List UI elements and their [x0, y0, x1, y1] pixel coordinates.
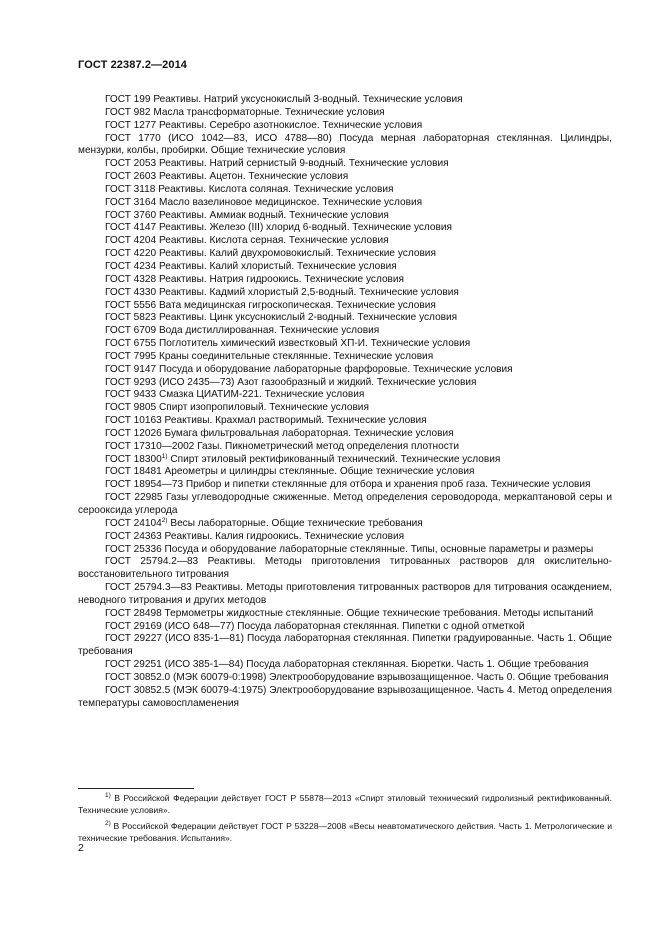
reference-code: ГОСТ 25794.2—83: [105, 556, 199, 568]
reference-item: [78, 235, 612, 248]
reference-code: ГОСТ 9293: [105, 376, 157, 388]
reference-item: [78, 531, 612, 544]
reference-code: ГОСТ 4220: [105, 248, 157, 260]
reference-item: [78, 261, 612, 274]
reference-item: [78, 325, 612, 338]
reference-text: Смазка ЦИАТИМ-221. Технические условия: [156, 389, 365, 401]
footnote: [78, 820, 612, 844]
reference-code: ГОСТ 3118: [105, 183, 156, 195]
reference-item: [78, 274, 612, 287]
footnote: [78, 792, 612, 816]
reference-text: Краны соединительные стеклянные. Технические условия: [156, 350, 434, 362]
reference-code: ГОСТ 4234: [105, 260, 157, 272]
reference-code: ГОСТ 6755: [105, 338, 157, 350]
reference-item: [78, 300, 612, 313]
reference-text: Реактивы. Натрий уксуснокислый 3-водный. Технические условия: [150, 94, 463, 105]
reference-item: [78, 197, 612, 210]
reference-code: ГОСТ 28498: [105, 607, 162, 619]
reference-code: ГОСТ 24104: [105, 517, 162, 529]
reference-code: ГОСТ 24363: [105, 530, 162, 542]
reference-item: [78, 351, 612, 364]
reference-item: [78, 672, 612, 685]
reference-text: Реактивы. Серебро азотнокислое. Технические условия: [156, 119, 423, 131]
page-number: 2: [78, 842, 84, 854]
reference-code: ГОСТ 7995: [105, 350, 157, 362]
reference-text: Реактивы. Натрий сернистый 9-водный. Технические условия: [156, 158, 449, 170]
reference-text: (ИСО 835-1—81) Посуда лабораторная стеклянная. Пипетки градуированные. Часть 1. Общие требования: [78, 633, 612, 658]
reference-code: ГОСТ 9147: [105, 363, 157, 375]
reference-code: ГОСТ 5556: [105, 299, 157, 311]
reference-code: ГОСТ 4204: [105, 235, 157, 247]
reference-item: [78, 133, 612, 159]
reference-text: Прибор и пипетки стеклянные для отбора и хранения проб газа. Технические условия: [183, 479, 591, 491]
reference-text: Реактивы. Кислота соляная. Технические условия: [155, 183, 394, 195]
reference-item: [78, 364, 612, 377]
reference-text: Вода дистиллированная. Технические условия: [156, 325, 380, 337]
reference-code: ГОСТ 25794.3—83: [105, 582, 192, 594]
reference-code: ГОСТ 6709: [105, 325, 157, 337]
reference-item: [78, 120, 612, 133]
reference-item: [78, 210, 612, 223]
reference-code: ГОСТ 3164: [105, 196, 157, 208]
reference-text: Реактивы. Цинк уксуснокислый 2-водный. Технические условия: [156, 312, 458, 324]
footnote-divider: [78, 788, 194, 789]
reference-item: [78, 338, 612, 351]
reference-item: [78, 312, 612, 325]
reference-text: (ИСО 2435—73) Азот газообразный и жидкий. Технические условия: [156, 376, 477, 388]
reference-code: ГОСТ 3760: [105, 209, 157, 221]
reference-item: [78, 454, 612, 467]
page-header: ГОСТ 22387.2—2014: [78, 59, 188, 71]
reference-item: [78, 608, 612, 621]
reference-item: [78, 544, 612, 557]
reference-text: Масло вазелиновое медицинское. Технические условия: [156, 196, 423, 208]
reference-item: [78, 582, 612, 608]
reference-code: ГОСТ 12026: [105, 427, 162, 439]
footnote-mark: 1): [105, 792, 111, 799]
reference-text: Газы. Пикнометрический метод определения плотности: [194, 440, 460, 452]
reference-text: Газы углеводородные сжиженные. Метод определения сероводорода, меркаптановой серы и серооксида углерода: [78, 492, 612, 516]
reference-item: [78, 287, 612, 300]
reference-text: Бумага фильтровальная лабораторная. Технические условия: [161, 427, 454, 439]
reference-code: ГОСТ 17310—2002: [105, 440, 195, 452]
reference-text: Термометры жидкостные стеклянные. Общие технические требования. Методы испытаний: [161, 607, 594, 619]
reference-item: [78, 158, 612, 171]
reference-text: (МЭК 60079-4:1975) Электрооборудование взрывозащищенное. Часть 4. Метод определения температуры самовоспламенения: [78, 684, 612, 709]
reference-text: Реактивы. Железо (III) хлорид 6-водный. Технические условия: [156, 222, 453, 234]
reference-item: [78, 466, 612, 479]
reference-item: [78, 222, 612, 235]
references-list: [78, 94, 612, 711]
reference-text: (ИСО 1042—83, ИСО 4788—80) Посуда мерная лабораторная стеклянная. Цилиндры, мензурки, колбы, пробирки. Общие технические условия: [78, 132, 612, 157]
reference-text: (МЭК 60079-0:1998) Электрооборудование взрывозащищенное. Часть 0. Общие требования: [170, 671, 609, 683]
reference-code: ГОСТ 9433: [105, 389, 157, 401]
reference-item: [78, 171, 612, 184]
reference-item: [78, 518, 612, 531]
reference-text: Ареометры и цилиндры стеклянные. Общие технические условия: [161, 466, 475, 478]
reference-text: Реактивы. Калия гидроокись. Технические условия: [161, 530, 405, 542]
reference-text: Посуда и оборудование лабораторные стеклянные. Типы, основные параметры и размеры: [161, 543, 594, 555]
reference-item: [78, 556, 612, 582]
reference-code: ГОСТ 2603: [105, 171, 157, 183]
reference-text: Спирт изопропиловый. Технические условия: [156, 402, 369, 414]
reference-text: Поглотитель химический известковый ХП-И. Технические условия: [156, 338, 471, 350]
reference-text: Реактивы. Методы приготовления титрованных растворов для окислительно-восстановительного титрования: [78, 556, 612, 581]
reference-item: [78, 685, 612, 711]
reference-code: ГОСТ 1277: [105, 119, 157, 131]
reference-code: ГОСТ 4330: [105, 286, 157, 298]
reference-text: (ИСО 648—77) Посуда лабораторная стеклянная. Пипетки с одной отметкой: [161, 620, 525, 632]
footnote-ref: 1): [161, 452, 168, 460]
reference-text: (ИСО 385-1—84) Посуда лабораторная стеклянная. Бюретки. Часть 1. Общие требования: [161, 659, 589, 671]
reference-item: [78, 107, 612, 120]
reference-code: ГОСТ 5823: [105, 312, 157, 324]
reference-code: ГОСТ 22985: [105, 492, 163, 504]
reference-code: ГОСТ 1770: [105, 132, 161, 144]
reference-code: ГОСТ 25336: [105, 543, 162, 555]
reference-text: Посуда и оборудование лабораторные фарфоровые. Технические условия: [156, 363, 513, 375]
reference-item: [78, 428, 612, 441]
footnote-text: В Российской Федерации действует ГОСТ Р 55878—2013 «Спирт этиловый технический гидролизный ректификованный. Технические условия».: [78, 793, 612, 815]
reference-item: [78, 633, 612, 659]
reference-code: ГОСТ 29227: [105, 633, 162, 645]
reference-code: ГОСТ 10163: [105, 415, 162, 427]
reference-item: [78, 415, 612, 428]
reference-text: Реактивы. Калий хлористый. Технические условия: [156, 260, 397, 272]
reference-text: Масла трансформаторные. Технические условия: [150, 106, 385, 118]
reference-item: [78, 377, 612, 390]
reference-item: [78, 94, 612, 107]
reference-item: [78, 492, 612, 518]
reference-code: ГОСТ 29169: [105, 620, 162, 632]
footnotes: [78, 792, 612, 848]
reference-text: Реактивы. Ацетон. Технические условия: [156, 171, 349, 183]
reference-item: [78, 389, 612, 402]
reference-code: ГОСТ 18481: [105, 466, 162, 478]
reference-code: ГОСТ 30852.5: [105, 684, 171, 696]
reference-text: Реактивы. Кадмий хлористый 2,5-водный. Технические условия: [156, 286, 459, 298]
reference-code: ГОСТ 4328: [105, 273, 157, 285]
reference-item: [78, 184, 612, 197]
reference-text: Реактивы. Кислота серная. Технические условия: [156, 235, 389, 247]
reference-text: Спирт этиловый ректификованный технический. Технические условия: [167, 453, 501, 465]
reference-code: ГОСТ 30852.0: [105, 671, 171, 683]
footnote-ref: 2): [161, 516, 168, 524]
reference-item: [78, 441, 612, 454]
reference-code: ГОСТ 2053: [105, 158, 157, 170]
reference-item: [78, 479, 612, 492]
reference-text: Реактивы. Крахмал растворимый. Технические условия: [161, 415, 427, 427]
footnote-text: В Российской Федерации действует ГОСТ Р 53228—2008 «Весы неавтоматического действия. Часть 1. Метрологические и технические требования. Испытания».: [78, 821, 612, 843]
reference-text: Реактивы. Аммиак водный. Технические условия: [156, 209, 389, 221]
reference-item: [78, 402, 612, 415]
reference-item: [78, 659, 612, 672]
reference-text: Реактивы. Калий двухромовокислый. Технические условия: [156, 248, 436, 260]
reference-text: Реактивы. Натрия гидроокись. Технические условия: [156, 273, 405, 285]
reference-code: ГОСТ 18300: [105, 453, 162, 465]
reference-code: ГОСТ 982: [105, 106, 151, 118]
reference-code: ГОСТ 9805: [105, 402, 157, 414]
reference-code: ГОСТ 18954—73: [105, 479, 184, 491]
reference-item: [78, 248, 612, 261]
reference-text: Вата медицинская гигроскопическая. Технические условия: [156, 299, 436, 311]
reference-code: ГОСТ 199: [105, 94, 151, 105]
footnote-mark: 2): [105, 820, 111, 827]
reference-item: [78, 621, 612, 634]
reference-text: Реактивы. Методы приготовления титрованных растворов для титрования осаждением, неводного титрования и других методов: [78, 582, 612, 606]
reference-text: Весы лабораторные. Общие технические требования: [167, 517, 423, 529]
reference-code: ГОСТ 29251: [105, 659, 162, 671]
reference-code: ГОСТ 4147: [105, 222, 157, 234]
